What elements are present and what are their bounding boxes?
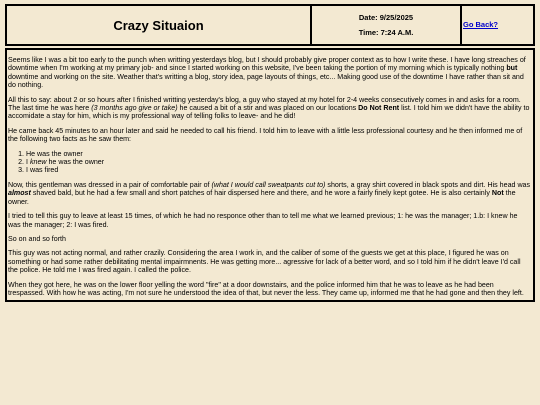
paragraph-5: I tried to tell this guy to leave at least 15 times, of which he had no responce other than to tell me what we learned previous; 1: he was the manager; 1.b: I knew he was the manager; 2: I was fired. — [8, 212, 518, 229]
time-line — [359, 28, 414, 37]
aside: (3 months ago give or take) — [91, 104, 178, 113]
time-label: Time: — [358, 28, 381, 37]
emphasis: knew — [29, 158, 47, 167]
facts-list — [8, 150, 532, 175]
date-line — [359, 13, 413, 22]
list-item: 1. He was the owner — [26, 150, 532, 158]
text: he caused a bit of a stir and was placed on our locations — [177, 104, 359, 113]
header-bar — [5, 4, 535, 46]
text: All this to say: about 2 or so hours after I finished writting yesterday's blog, a guy who stayed at my hotel for 2-4 weeks consecutively comes in and asks for a room. The last time he was here — [8, 95, 521, 113]
back-cell — [462, 6, 533, 44]
paragraph-3: He came back 45 minutes to an hour later and said he needed to call his friend. I told him to leave with a little less professional courtesy and he then informed me of the following two facts as he saw them: — [8, 126, 523, 144]
emphasis: but — [506, 64, 518, 73]
text: Seems like I was a bit too early to the punch when writting yesterdays blog, but I should probably give proper context as to how I write these. I have long streaches of downtime when I'm working at my primary job- and since I started working on this website, I've been taking the portion of my morning which is typically nothing — [8, 56, 526, 73]
date-value: 9/25/2025 — [379, 13, 414, 22]
paragraph-6: So on and so forth — [8, 234, 66, 243]
timestamp-box — [312, 6, 462, 44]
text: list. I told him we didn't have the ability to accomidate a stay for him, which is my professional way of telling folks to leave- and he did! — [8, 104, 530, 121]
list-item: 3. I was fired — [26, 166, 532, 174]
text: downtime and working on the site. Weather that's writting a blog, story idea, page layouts of things, etc... Making good use of the downtime I have rather than sit and do nothing. — [8, 72, 524, 90]
emphasis: Do Not Rent — [358, 104, 400, 113]
page-title: Crazy Situaion — [7, 6, 312, 44]
go-back-link[interactable]: Go Back? — [463, 20, 499, 29]
paragraph-8: When they got here, he was on the lower floor yelling the word "fire" at a door downstairs, and the police informed him that he was to leave as he had been trespassed. With how he was acting, I'm not sure he understood the idea of that, but never the less. They came up, informed me that he had gone and then they left. — [8, 280, 524, 297]
date-label: Date: — [358, 13, 380, 22]
paragraph-2 — [8, 96, 532, 121]
text: the owner. — [8, 189, 516, 206]
paragraph-7: This guy was not acting normal, and rather crazily. Considering the area I work in, and the caliber of some of the guests we get at this place, I figured he was on something or had some rather debilitating mental impairmnents. He was getting more... agressive for lack of a better word, and so I told him if he didn't leave I'd call the police. He told me I was fired again. I called the police. — [8, 249, 521, 275]
text: shorts, a gray shirt covered in black spots and dirt. His head was — [325, 180, 531, 189]
time-value: 7:24 A.M. — [380, 28, 414, 37]
paragraph-1 — [8, 56, 532, 90]
text: shaved bald, but he had a few small and short patches of hair dispersed here and there, and he wore a fairly finely kept gotee. He is also certainly — [30, 189, 492, 198]
blog-body — [5, 48, 535, 302]
emphasis: almost — [8, 189, 31, 198]
text: Now, this gentleman was dressed in a pair of comfortable pair of — [8, 180, 212, 189]
list-item — [26, 158, 532, 166]
aside: (what I would call sweatpants cut to) — [211, 180, 326, 189]
text: I — [26, 158, 30, 167]
page-frame — [5, 4, 535, 302]
emphasis: Not — [491, 189, 504, 198]
text: he was the owner — [46, 158, 105, 167]
paragraph-4 — [8, 181, 532, 206]
